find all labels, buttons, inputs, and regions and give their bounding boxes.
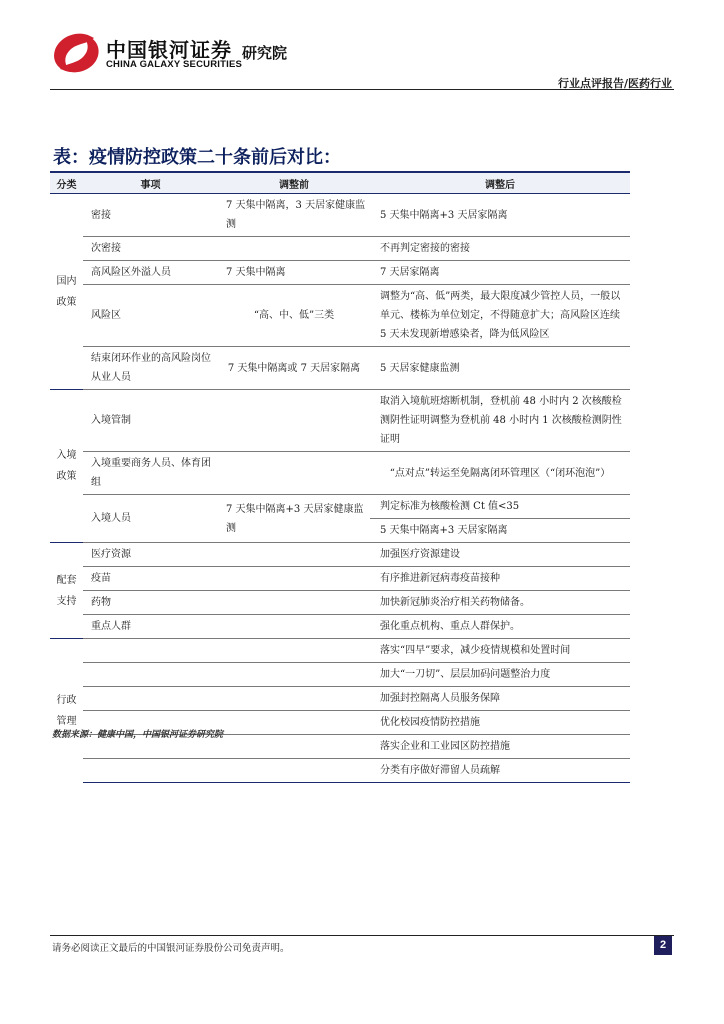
before-cell <box>218 687 370 711</box>
item-cell: 入境人员 <box>83 495 218 543</box>
item-cell: 高风险区外溢人员 <box>83 261 218 285</box>
before-cell <box>218 663 370 687</box>
item-cell: 药物 <box>83 591 218 615</box>
item-cell: 密接 <box>83 194 218 237</box>
before-cell <box>218 711 370 735</box>
item-cell <box>83 759 218 783</box>
before-cell: 7 天集中隔离 <box>218 261 370 285</box>
after-cell: 优化校园疫情防控措施 <box>370 711 630 735</box>
table-row <box>50 543 630 567</box>
after-cell: 有序推进新冠病毒疫苗接种 <box>370 567 630 591</box>
item-cell: 疫苗 <box>83 567 218 591</box>
after-cell: “点对点”转运至免隔离闭环管理区（“闭环泡泡”） <box>370 452 630 495</box>
institute-label: 研究院 <box>242 44 288 62</box>
after-cell: 加强医疗资源建设 <box>370 543 630 567</box>
brand-name-cn: 中国银河证券 <box>106 38 232 62</box>
table-row <box>50 261 630 285</box>
category-label: 入境政策 <box>56 450 77 482</box>
after-cell: 不再判定密接的密接 <box>370 237 630 261</box>
table-row <box>50 687 630 711</box>
item-cell <box>83 663 218 687</box>
table-row <box>50 639 630 663</box>
category-label: 国内政策 <box>56 275 77 308</box>
table-title: 表：疫情防控政策二十条前后对比： <box>53 147 341 168</box>
category-label: 行政管理 <box>56 694 77 727</box>
before-cell <box>218 735 370 759</box>
item-cell <box>83 639 218 663</box>
before-cell <box>218 452 370 495</box>
table-row <box>50 495 630 519</box>
after-cell: 7 天居家隔离 <box>370 261 630 285</box>
table-row <box>50 615 630 639</box>
after-cell: 5 天居家健康监测 <box>370 347 630 390</box>
item-cell: 重点人群 <box>83 615 218 639</box>
item-cell <box>83 687 218 711</box>
brand-name-en: CHINA GALAXY SECURITIES <box>106 59 243 70</box>
table-row <box>50 237 630 261</box>
before-cell <box>218 567 370 591</box>
category-cell-entry <box>50 390 83 543</box>
item-cell: 次密接 <box>83 237 218 261</box>
after-cell: 加大“一刀切”、层层加码问题整治力度 <box>370 663 630 687</box>
table-row <box>50 759 630 783</box>
before-cell <box>218 390 370 452</box>
table-row <box>50 452 630 495</box>
column-header-category: 分类 <box>50 172 83 194</box>
after-cell: 分类有序做好滞留人员疏解 <box>370 759 630 783</box>
before-cell: 7 天集中隔离，3 天居家健康监测 <box>218 194 370 237</box>
table-row <box>50 663 630 687</box>
china-galaxy-logo-icon <box>50 30 102 76</box>
category-label: 配套支持 <box>56 574 77 607</box>
column-header-before: 调整前 <box>218 172 370 194</box>
before-cell: 7 天集中隔离+3 天居家健康监测 <box>218 495 370 543</box>
before-cell <box>218 615 370 639</box>
data-source-note: 数据来源：健康中国，中国银河证券研究院 <box>52 730 224 740</box>
footer-divider <box>50 935 674 936</box>
disclaimer-text: 请务必阅读正文最后的中国银河证券股份公司免责声明。 <box>52 943 290 954</box>
item-cell: 医疗资源 <box>83 543 218 567</box>
before-cell <box>218 639 370 663</box>
after-cell: 落实“四早”要求，减少疫情规模和处置时间 <box>370 639 630 663</box>
item-cell: 风险区 <box>83 285 218 347</box>
header-divider <box>50 89 674 90</box>
table-row <box>50 591 630 615</box>
after-cell: 5 天集中隔离+3 天居家隔离 <box>370 519 630 543</box>
item-cell: 入境管制 <box>83 390 218 452</box>
before-cell <box>218 543 370 567</box>
table-row <box>50 347 630 390</box>
category-cell-support <box>50 543 83 639</box>
report-type: 行业点评报告/医药行业 <box>557 77 672 90</box>
table-row <box>50 194 630 237</box>
table-row <box>50 285 630 347</box>
after-cell: 取消入境航班熔断机制，登机前 48 小时内 2 次核酸检测阴性证明调整为登机前 48 小时内 1 次核酸检测阴性证明 <box>370 390 630 452</box>
table-row <box>50 567 630 591</box>
page-number: 2 <box>654 936 672 955</box>
before-cell <box>218 591 370 615</box>
table-row <box>50 390 630 452</box>
category-cell-domestic <box>50 194 83 390</box>
after-cell: 判定标准为核酸检测 Ct 值<35 <box>370 495 630 519</box>
before-cell <box>218 759 370 783</box>
after-cell: 强化重点机构、重点人群保护。 <box>370 615 630 639</box>
before-cell: 7 天集中隔离或 7 天居家隔离 <box>218 347 370 390</box>
column-header-item: 事项 <box>83 172 218 194</box>
item-cell: 入境重要商务人员、体育团组 <box>83 452 218 495</box>
before-cell <box>218 237 370 261</box>
before-cell: “高、中、低”三类 <box>218 285 370 347</box>
after-cell: 加强封控隔离人员服务保障 <box>370 687 630 711</box>
after-cell: 落实企业和工业园区防控措施 <box>370 735 630 759</box>
after-cell: 加快新冠肺炎治疗相关药物储备。 <box>370 591 630 615</box>
after-cell: 调整为“高、低”两类，最大限度减少管控人员，一般以单元、楼栋为单位划定，不得随意扩大；高风险区连续 5 天未发现新增感染者，降为低风险区 <box>370 285 630 347</box>
item-cell: 结束闭环作业的高风险岗位从业人员 <box>83 347 218 390</box>
category-cell-admin <box>50 639 83 783</box>
after-cell: 5 天集中隔离+3 天居家隔离 <box>370 194 630 237</box>
table-header-row <box>50 172 630 194</box>
column-header-after: 调整后 <box>370 172 630 194</box>
policy-comparison-table <box>50 171 630 783</box>
